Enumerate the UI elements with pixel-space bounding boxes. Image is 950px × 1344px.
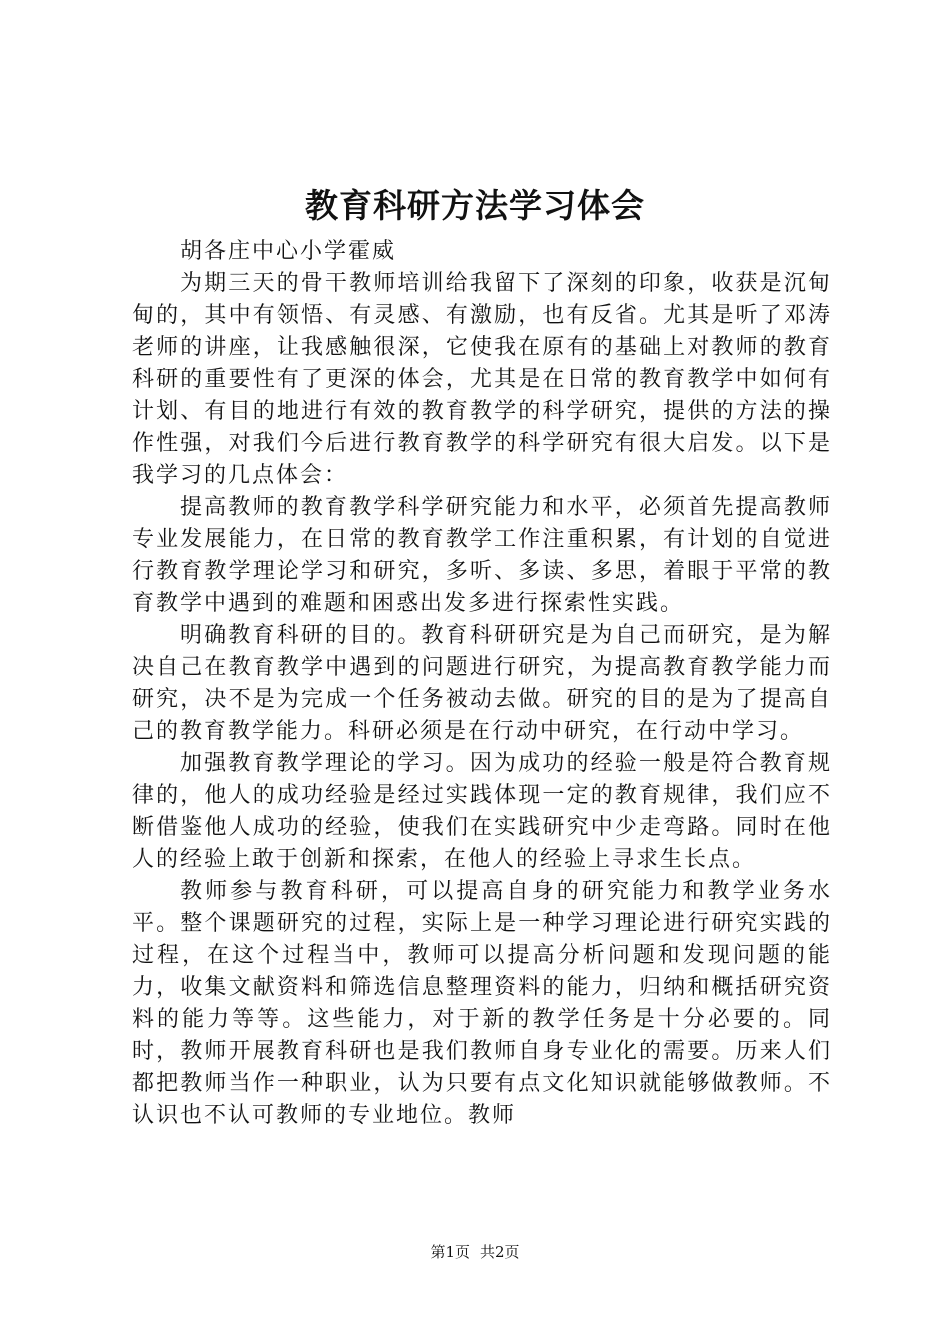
- author-line: 胡各庄中心小学霍威: [180, 239, 397, 264]
- paragraph-2: 提高教师的教育教学科学研究能力和水平，必须首先提高教师专业发展能力，在日常的教育教学工作注重积累，有计划的自觉进行教育教学理论学习和研究，多听、多读、多思，着眼于平常的教育教学中遇到的难题和困惑出发多进行探索性实践。: [132, 495, 832, 616]
- document-title: 教育科研方法学习体会: [305, 186, 645, 225]
- page-number: 第1页: [430, 1243, 470, 1261]
- paragraph-3: 明确教育科研的目的。教育科研研究是为自己而研究，是为解决自己在教育教学中遇到的问题进行研究，为提高教育教学能力而研究，决不是为完成一个任务被动去做。研究的目的是为了提高自己的教育教学能力。科研必须是在行动中研究，在行动中学习。: [132, 623, 832, 744]
- page-footer: [0, 1242, 950, 1262]
- paragraph-5: 教师参与教育科研，可以提高自身的研究能力和教学业务水平。整个课题研究的过程，实际上是一种学习理论进行研究实践的过程，在这个过程当中，教师可以提高分析问题和发现问题的能力，收集文献资料和筛选信息整理资料的能力，归纳和概括研究资料的能力等等。这些能力，对于新的教学任务是十分必要的。同时，教师开展教育科研也是我们教师自身专业化的需要。历来人们都把教师当作一种职业，认为只要有点文化知识就能够做教师。不认识也不认可教师的专业地位。教师: [132, 879, 832, 1128]
- paragraph-4: 加强教育教学理论的学习。因为成功的经验一般是符合教育规律的，他人的成功经验是经过实践体现一定的教育规律，我们应不断借鉴他人成功的经验，使我们在实践研究中少走弯路。同时在他人的经验上敢于创新和探索，在他人的经验上寻求生长点。: [132, 751, 832, 872]
- paragraph-1: 为期三天的骨干教师培训给我留下了深刻的印象，收获是沉甸甸的，其中有领悟、有灵感、有激励，也有反省。尤其是听了邓涛老师的讲座，让我感触很深，它使我在原有的基础上对教师的教育科研的重要性有了更深的体会，尤其是在日常的教育教学中如何有计划、有目的地进行有效的教育教学的科学研究，提供的方法的操作性强，对我们今后进行教育教学的科学研究有很大启发。以下是我学习的几点体会：: [132, 271, 832, 488]
- page-total: 共2页: [480, 1243, 520, 1261]
- document-body: [132, 236, 832, 1132]
